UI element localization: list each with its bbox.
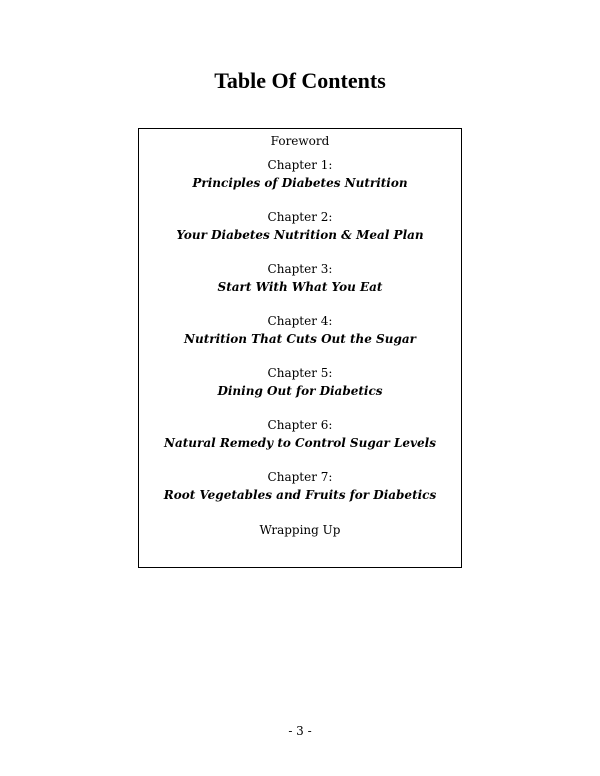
chapter-7-title[interactable]: Root Vegetables and Fruits for Diabetics [163,488,437,502]
table-of-contents-box [138,128,462,568]
chapter-2-label: Chapter 2: [267,210,333,224]
page-title: Table Of Contents [214,68,386,93]
toc-foreword[interactable]: Foreword [270,134,330,148]
chapter-3-label: Chapter 3: [267,262,333,276]
chapter-4-title[interactable]: Nutrition That Cuts Out the Sugar [184,332,416,346]
chapter-4-label: Chapter 4: [267,314,333,328]
chapter-7-label: Chapter 7: [267,470,333,484]
chapter-6-label: Chapter 6: [267,418,333,432]
chapter-3-title[interactable]: Start With What You Eat [217,280,383,294]
chapter-2-title[interactable]: Your Diabetes Nutrition & Meal Plan [176,228,424,242]
chapter-6-title[interactable]: Natural Remedy to Control Sugar Levels [164,436,436,450]
page-number: - 3 - [288,724,312,738]
chapter-5-label: Chapter 5: [267,366,333,380]
chapter-1-title[interactable]: Principles of Diabetes Nutrition [192,176,408,190]
chapter-5-title[interactable]: Dining Out for Diabetics [217,384,383,398]
chapter-1-label: Chapter 1: [267,158,333,172]
toc-wrapping-up[interactable]: Wrapping Up [259,523,341,537]
